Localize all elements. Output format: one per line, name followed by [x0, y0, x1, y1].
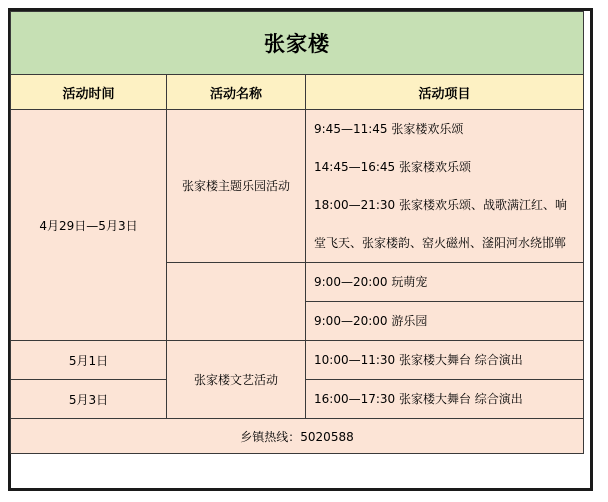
group2-time-1: 5月1日	[11, 341, 167, 380]
group2-item-1: 10:00—11:30 张家楼大舞台 综合演出	[314, 353, 523, 367]
group2-name: 张家楼文艺活动	[167, 341, 306, 419]
group1-time: 4月29日—5月3日	[11, 110, 167, 341]
table-title: 张家楼	[11, 12, 584, 75]
group1-item-1: 9:45—11:45 张家楼欢乐颂	[314, 122, 464, 136]
group2-item-2: 16:00—17:30 张家楼大舞台 综合演出	[314, 392, 523, 406]
group1-item-cell	[306, 186, 584, 263]
group1-item-cell	[306, 148, 584, 186]
header-items: 活动项目	[306, 75, 584, 110]
group1-name-cell	[167, 110, 306, 263]
hotline: 乡镇热线：5020588	[11, 419, 584, 454]
group1-item-cell	[306, 110, 584, 149]
header-time: 活动时间	[11, 75, 167, 110]
group1-item-5: 9:00—20:00 游乐园	[314, 314, 428, 328]
group2-item-cell	[306, 380, 584, 419]
group1-name-blank	[167, 263, 306, 341]
group1-item-4: 9:00—20:00 玩萌宠	[314, 275, 428, 289]
group1-item-cell	[306, 302, 584, 341]
group1-item-cell	[306, 263, 584, 302]
group2-time-2: 5月3日	[11, 380, 167, 419]
activity-table	[10, 11, 584, 454]
header-name: 活动名称	[167, 75, 306, 110]
group1-name: 张家楼主题乐园活动	[181, 179, 290, 193]
group1-item-2: 14:45—16:45 张家楼欢乐颂	[314, 160, 471, 174]
group1-item-3: 18:00—21:30 张家楼欢乐颂、战歌满江红、响堂飞天、张家楼韵、窑火磁州、滏阳河水绕邯郸	[314, 198, 567, 250]
group2-item-cell	[306, 341, 584, 380]
